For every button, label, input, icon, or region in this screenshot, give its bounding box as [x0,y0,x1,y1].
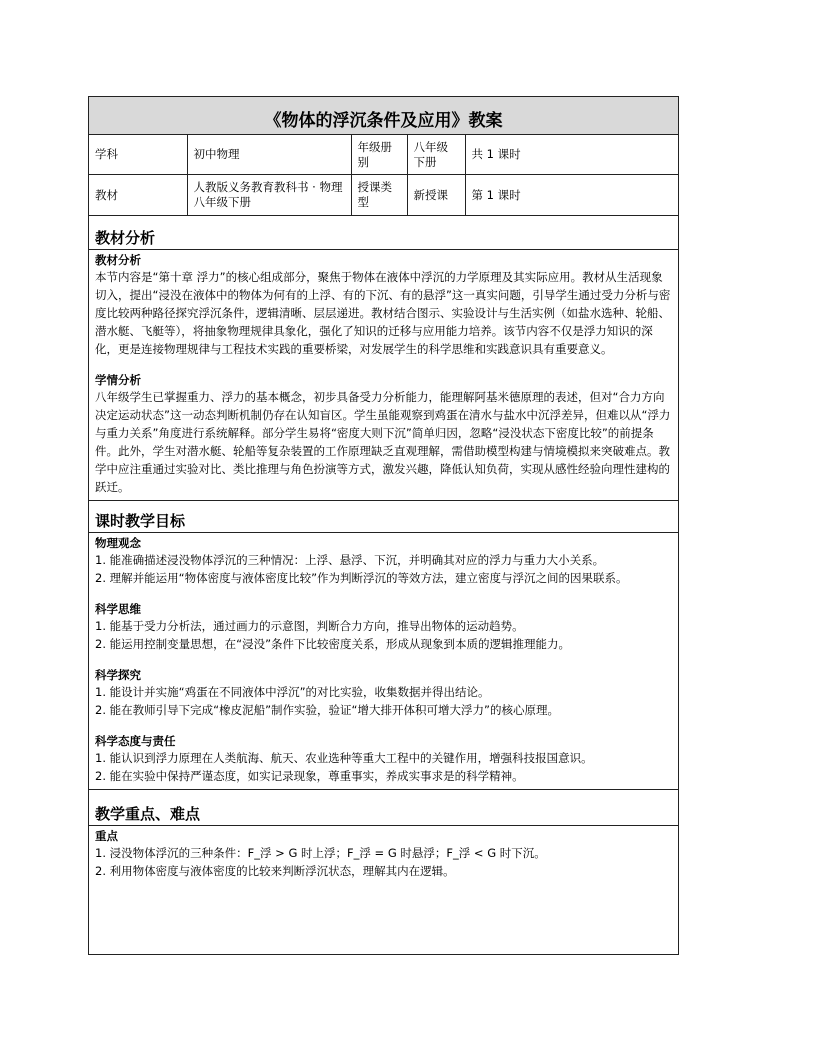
lesson-value: 第 1 课时 [465,175,679,216]
goal-group-title: 科学思维 [95,602,141,616]
subject-label: 学科 [89,135,187,175]
grade-value: 八年级下册 [407,135,465,175]
subheading-student-analysis: 学情分析 [95,373,141,387]
subheading-keypoints: 重点 [95,829,118,843]
paragraph-textbook-analysis: 本节内容是“第十章 浮力”的核心组成部分，聚焦于物体在液体中浮沉的力学原理及其实际应用。教材从生活现象切入，提出“浸没在液体中的物体为何有的上浮、有的下沉、有的悬浮”这一真实问题，引导学生通过受力分析与密度比较两种路径探究浮沉条件，逻辑清晰、层层递进。教材结合图示、实验设计与生活实例（如盐水选种、轮船、潜水艇、飞艇等），将抽象物理规律具象化，强化了知识的迁移与应用能力培养。该节内容不仅是浮力知识的深化，更是连接物理规律与工程技术实践的重要桥梁，对发展学生的科学思维和实践意识具有重要意义。 [95,270,671,356]
textbook-label: 教材 [89,175,187,216]
goal-item: 1. 能认识到浮力原理在人类航海、航天、农业选种等重大工程中的关键作用，增强科技报国意识。 [95,751,593,765]
subject-value: 初中物理 [187,135,351,175]
subheading-textbook-analysis: 教材分析 [95,253,141,267]
goal-item: 2. 理解并能运用“物体密度与液体密度比较”作为判断浮沉的等效方法，建立密度与浮沉之间的因果联系。 [95,571,628,585]
goal-item: 1. 能准确描述浸没物体浮沉的三种情况：上浮、悬浮、下沉，并明确其对应的浮力与重力大小关系。 [95,553,605,567]
goal-item: 2. 能运用控制变量思想，在“浸没”条件下比较密度关系，形成从现象到本质的逻辑推理能力。 [95,637,571,651]
document-title: 《物体的浮沉条件及应用》教案 [89,97,678,135]
goal-group-title: 科学探究 [95,668,141,682]
info-table [89,135,679,216]
info-row-subject [89,135,679,175]
lesson-plan-sheet [88,96,679,955]
section-body-goals [89,533,678,790]
textbook-value: 人教版义务教育教科书 · 物理八年级下册 [187,175,351,216]
section-heading-goals: 课时教学目标 [89,501,678,533]
goal-item: 1. 能设计并实施“鸡蛋在不同液体中浮沉”的对比实验，收集数据并得出结论。 [95,685,490,699]
grade-label: 年级册别 [351,135,407,175]
goal-item: 2. 能在教师引导下完成“橡皮泥船”制作实验，验证“增大排开体积可增大浮力”的核心原理。 [95,703,559,717]
keypoint-item: 1. 浸没物体浮沉的三种条件：F_浮 > G 时上浮；F_浮 = G 时悬浮；F_浮 < G 时下沉。 [95,846,546,860]
hours-value: 共 1 课时 [465,135,679,175]
section-heading-analysis: 教材分析 [89,216,678,250]
section-body-keypoints [89,826,678,884]
section-body-analysis [89,250,678,501]
section-heading-keypoints: 教学重点、难点 [89,790,678,826]
paragraph-student-analysis: 八年级学生已掌握重力、浮力的基本概念，初步具备受力分析能力，能理解阿基米德原理的表述，但对“合力方向决定运动状态”这一动态判断机制仍存在认知盲区。学生虽能观察到鸡蛋在清水与盐水中沉浮差异，但难以从“浮力与重力关系”角度进行系统解释。部分学生易将“密度大则下沉”简单归因，忽略“浸没状态下密度比较”的前提条件。此外，学生对潜水艇、轮船等复杂装置的工作原理缺乏直观理解，需借助模型构建与情境模拟来突破难点。教学中应注重通过实验对比、类比推理与角色扮演等方式，激发兴趣，降低认知负荷，实现从感性经验向理性建构的跃迁。 [95,390,671,494]
keypoint-item: 2. 利用物体密度与液体密度的比较来判断浮沉状态，理解其内在逻辑。 [95,864,455,878]
type-value: 新授课 [407,175,465,216]
type-label: 授课类型 [351,175,407,216]
goal-item: 2. 能在实验中保持严谨态度，如实记录现象，尊重事实，养成实事求是的科学精神。 [95,769,524,783]
goal-group-title: 科学态度与责任 [95,734,176,748]
goal-group-title: 物理观念 [95,536,141,550]
goal-item: 1. 能基于受力分析法，通过画力的示意图，判断合力方向，推导出物体的运动趋势。 [95,619,524,633]
info-row-textbook [89,175,679,216]
